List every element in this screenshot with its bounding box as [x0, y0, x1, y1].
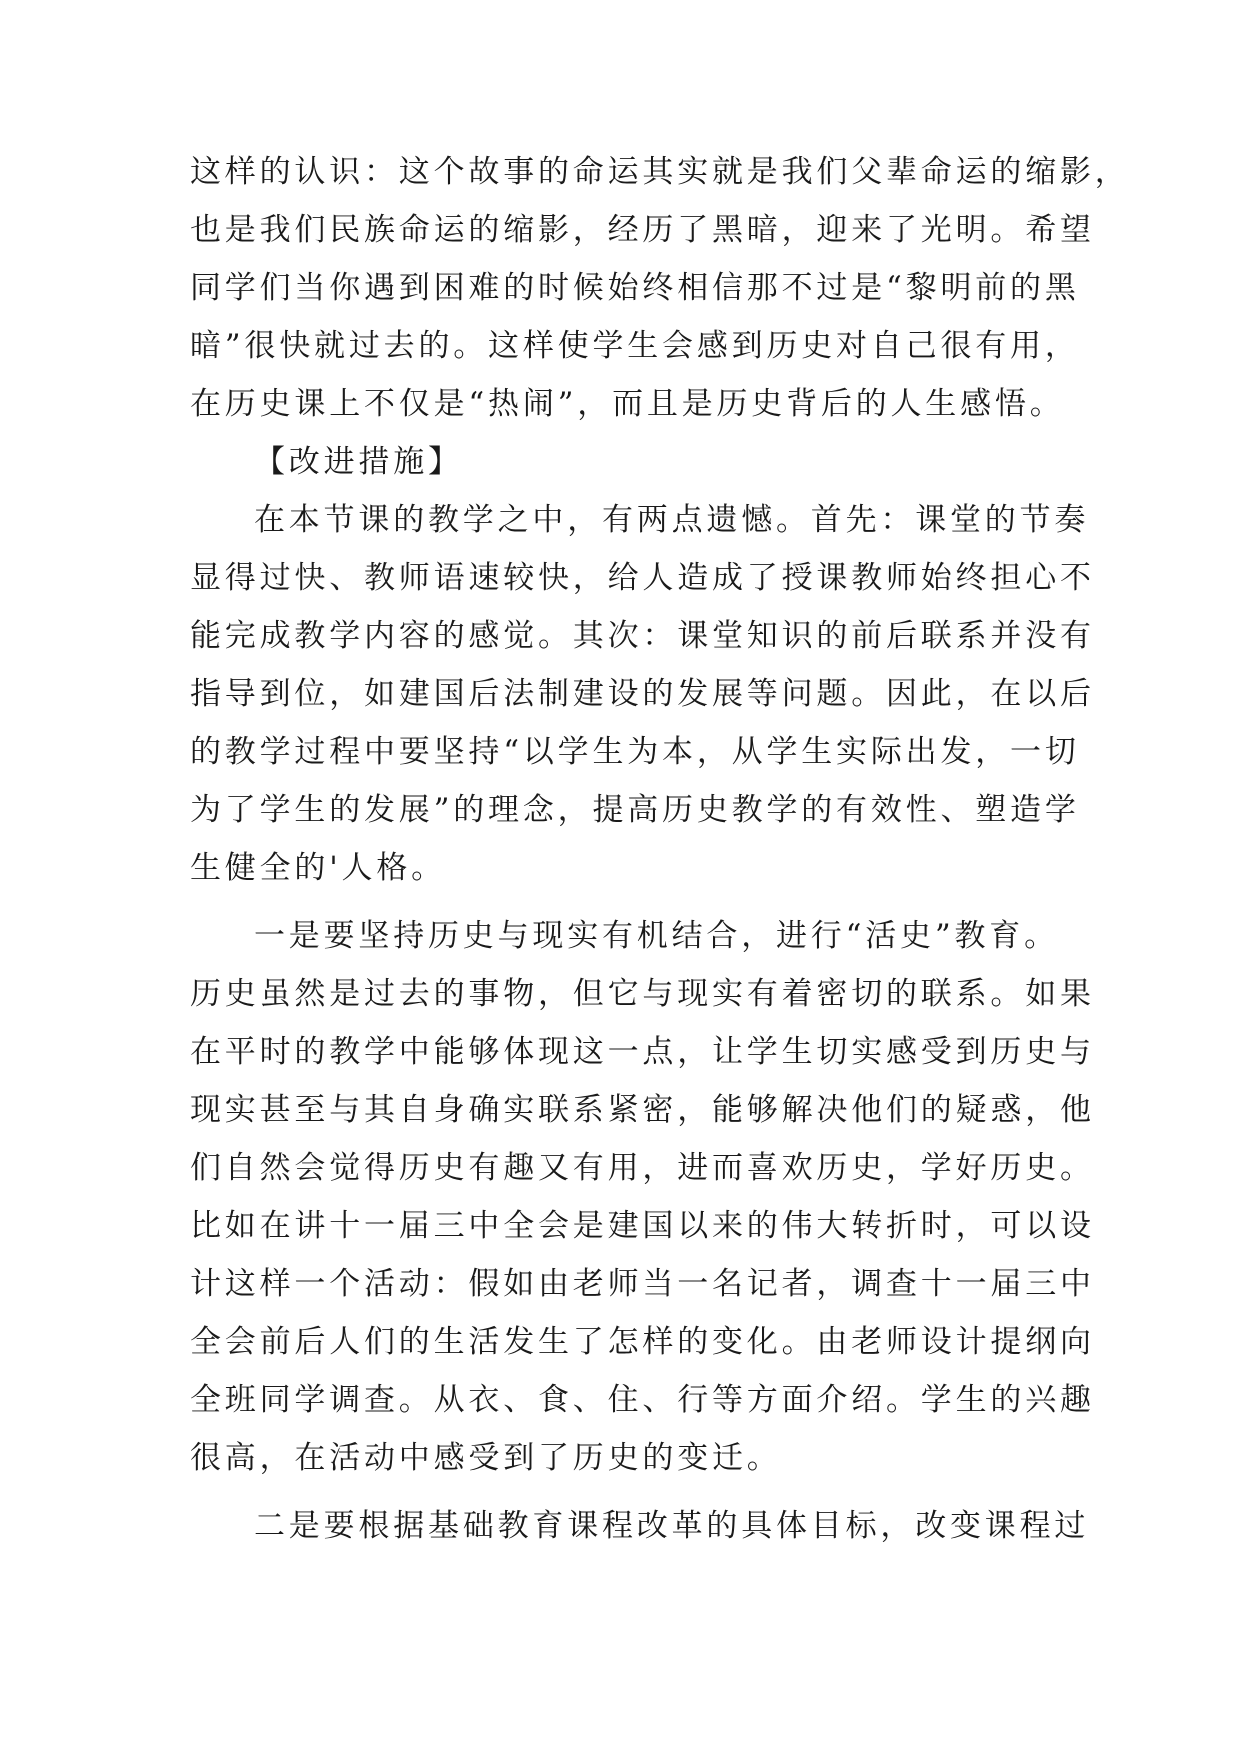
text-line: 的教学过程中要坚持“以学生为本，从学生实际出发，一切	[190, 734, 1080, 770]
text-line: 全会前后人们的生活发生了怎样的变化。由老师设计提纲向	[190, 1324, 1095, 1360]
text-line: 在本节课的教学之中，有两点遗憾。首先：课堂的节奏	[254, 502, 1090, 538]
text-line: 在历史课上不仅是“热闹”，而且是历史背后的人生感悟。	[190, 386, 1065, 422]
text-line: 现实甚至与其自身确实联系紧密，能够解决他们的疑惑，他	[190, 1092, 1095, 1128]
text-line: 为了学生的发展”的理念，提高历史教学的有效性、塑造学	[190, 792, 1080, 828]
text-line: 这样的认识：这个故事的命运其实就是我们父辈命运的缩影，	[190, 154, 1130, 190]
text-line: 二是要根据基础教育课程改革的具体目标，改变课程过	[254, 1508, 1090, 1544]
text-line: 在平时的教学中能够体现这一点，让学生切实感受到历史与	[190, 1034, 1095, 1070]
text-line: 历史虽然是过去的事物，但它与现实有着密切的联系。如果	[190, 976, 1095, 1012]
text-line: 指导到位，如建国后法制建设的发展等问题。因此，在以后	[190, 676, 1095, 712]
text-line: 暗”很快就过去的。这样使学生会感到历史对自己很有用，	[190, 328, 1080, 364]
text-line: 也是我们民族命运的缩影，经历了黑暗，迎来了光明。希望	[190, 212, 1095, 248]
text-line: 同学们当你遇到困难的时候始终相信那不过是“黎明前的黑	[190, 270, 1080, 306]
text-line: 生健全的'人格。	[190, 850, 446, 886]
text-line: 显得过快、教师语速较快，给人造成了授课教师始终担心不	[190, 560, 1095, 596]
text-line: 计这样一个活动：假如由老师当一名记者，调查十一届三中	[190, 1266, 1095, 1302]
text-line: 很高，在活动中感受到了历史的变迁。	[190, 1440, 782, 1476]
section-heading: 【改进措施】	[254, 444, 463, 480]
text-line: 比如在讲十一届三中全会是建国以来的伟大转折时，可以设	[190, 1208, 1095, 1244]
text-line: 能完成教学内容的感觉。其次：课堂知识的前后联系并没有	[190, 618, 1095, 654]
text-line: 一是要坚持历史与现实有机结合，进行“活史”教育。	[254, 918, 1059, 954]
text-line: 们自然会觉得历史有趣又有用，进而喜欢历史，学好历史。	[190, 1150, 1095, 1186]
text-line: 全班同学调查。从衣、食、住、行等方面介绍。学生的兴趣	[190, 1382, 1095, 1418]
